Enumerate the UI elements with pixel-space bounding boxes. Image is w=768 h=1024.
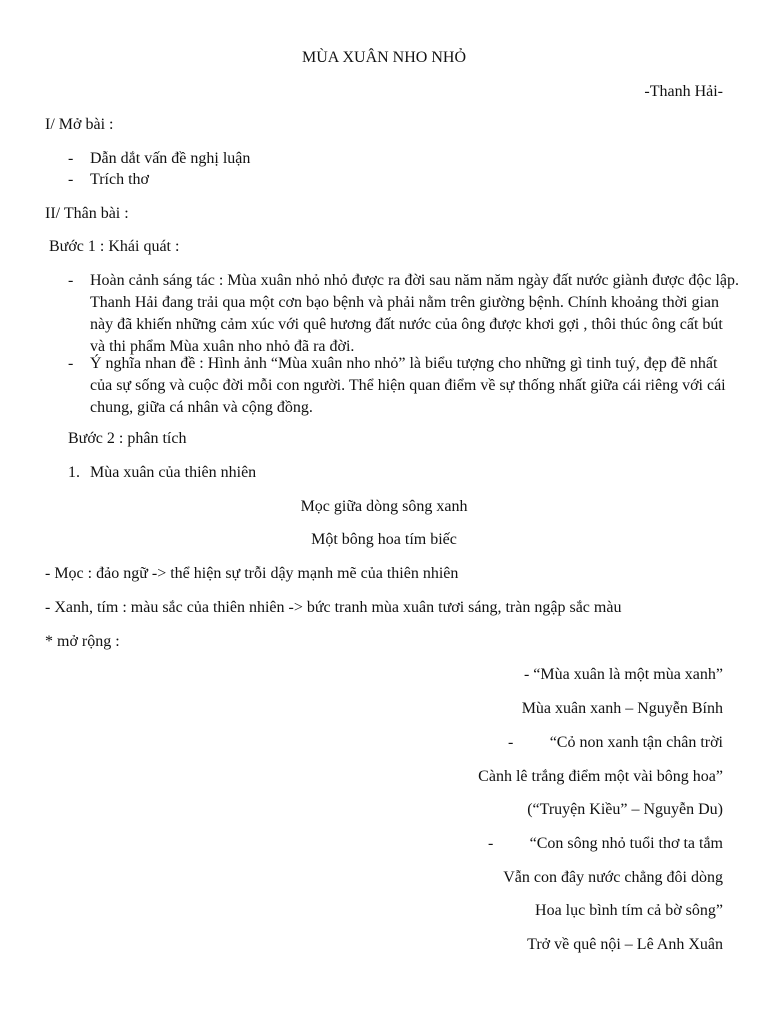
paragraph-context: Hoàn cảnh sáng tác : Mùa xuân nhỏ nhỏ được ra đời sau năm năm ngày đất nước giành được độc lập. Thanh Hải đang trải qua một cơn bạo bệnh và phải nằm trên giường bệnh. Chính khoảng thời gian này đã khiến những cảm xúc với quê hương đất nước của ông được khơi gợi , thôi thúc ông cất bút và thi phẩm Mùa xuân nho nhỏ đã ra đời. xyxy=(90,272,740,355)
author-line: -Thanh Hải- xyxy=(644,83,723,100)
step-heading-2: Bước 2 : phân tích xyxy=(68,430,187,447)
quote-line: “Con sông nhỏ tuổi thơ ta tắm xyxy=(529,835,723,852)
quote-line: Cành lê trắng điểm một vài bông hoa” xyxy=(478,768,723,785)
quote-line: “Cỏ non xanh tận chân trời xyxy=(549,734,723,751)
step-heading-1: Bước 1 : Khái quát : xyxy=(49,238,180,255)
bullet-dash: - xyxy=(488,835,494,852)
poem-line: Mọc giữa dòng sông xanh xyxy=(300,498,468,515)
document-title: MÙA XUÂN NHO NHỎ xyxy=(302,49,466,66)
bullet-dash: - xyxy=(68,150,74,167)
analysis-line: - Xanh, tím : màu sắc của thiên nhiên -> bức tranh mùa xuân tươi sáng, tràn ngập sắc màu xyxy=(45,599,622,616)
quote-line: Vẫn con đây nước chẳng đôi dòng xyxy=(503,869,723,886)
section-heading-mo-bai: I/ Mở bài : xyxy=(45,116,114,133)
section-number: 1. xyxy=(68,464,80,481)
quote-line: (“Truyện Kiều” – Nguyễn Du) xyxy=(527,801,723,818)
bullet-dash: - xyxy=(508,734,514,751)
paragraph-title-meaning: Ý nghĩa nhan đề : Hình ảnh “Mùa xuân nho nhỏ” là biểu tượng cho những gì tinh tuý, đẹp đẽ nhất của sự sống và cuộc đời mỗi con người. Thể hiện quan điểm về sự thống nhất giữa cái riêng với cái chung, giữa cá nhân và cộng đồng. xyxy=(90,355,726,416)
section-heading-than-bai: II/ Thân bài : xyxy=(45,205,129,222)
quote-line: Mùa xuân xanh – Nguyễn Bính xyxy=(521,700,723,717)
analysis-line: - Mọc : đảo ngữ -> thể hiện sự trỗi dậy mạnh mẽ của thiên nhiên xyxy=(45,565,459,582)
bullet-dash: - xyxy=(68,171,74,188)
list-item: Trích thơ xyxy=(90,171,149,188)
expand-heading: * mở rộng : xyxy=(45,633,120,650)
quote-line: - “Mùa xuân là một mùa xanh” xyxy=(523,666,723,683)
quote-line: Trở về quê nội – Lê Anh Xuân xyxy=(527,936,723,953)
poem-line: Một bông hoa tím biếc xyxy=(311,531,457,548)
bullet-dash: - xyxy=(68,272,74,289)
section-title: Mùa xuân của thiên nhiên xyxy=(90,464,257,481)
list-item: Dẫn dắt vấn đề nghị luận xyxy=(90,150,251,167)
quote-line: Hoa lục bình tím cả bờ sông” xyxy=(535,902,723,919)
bullet-dash: - xyxy=(68,355,74,372)
